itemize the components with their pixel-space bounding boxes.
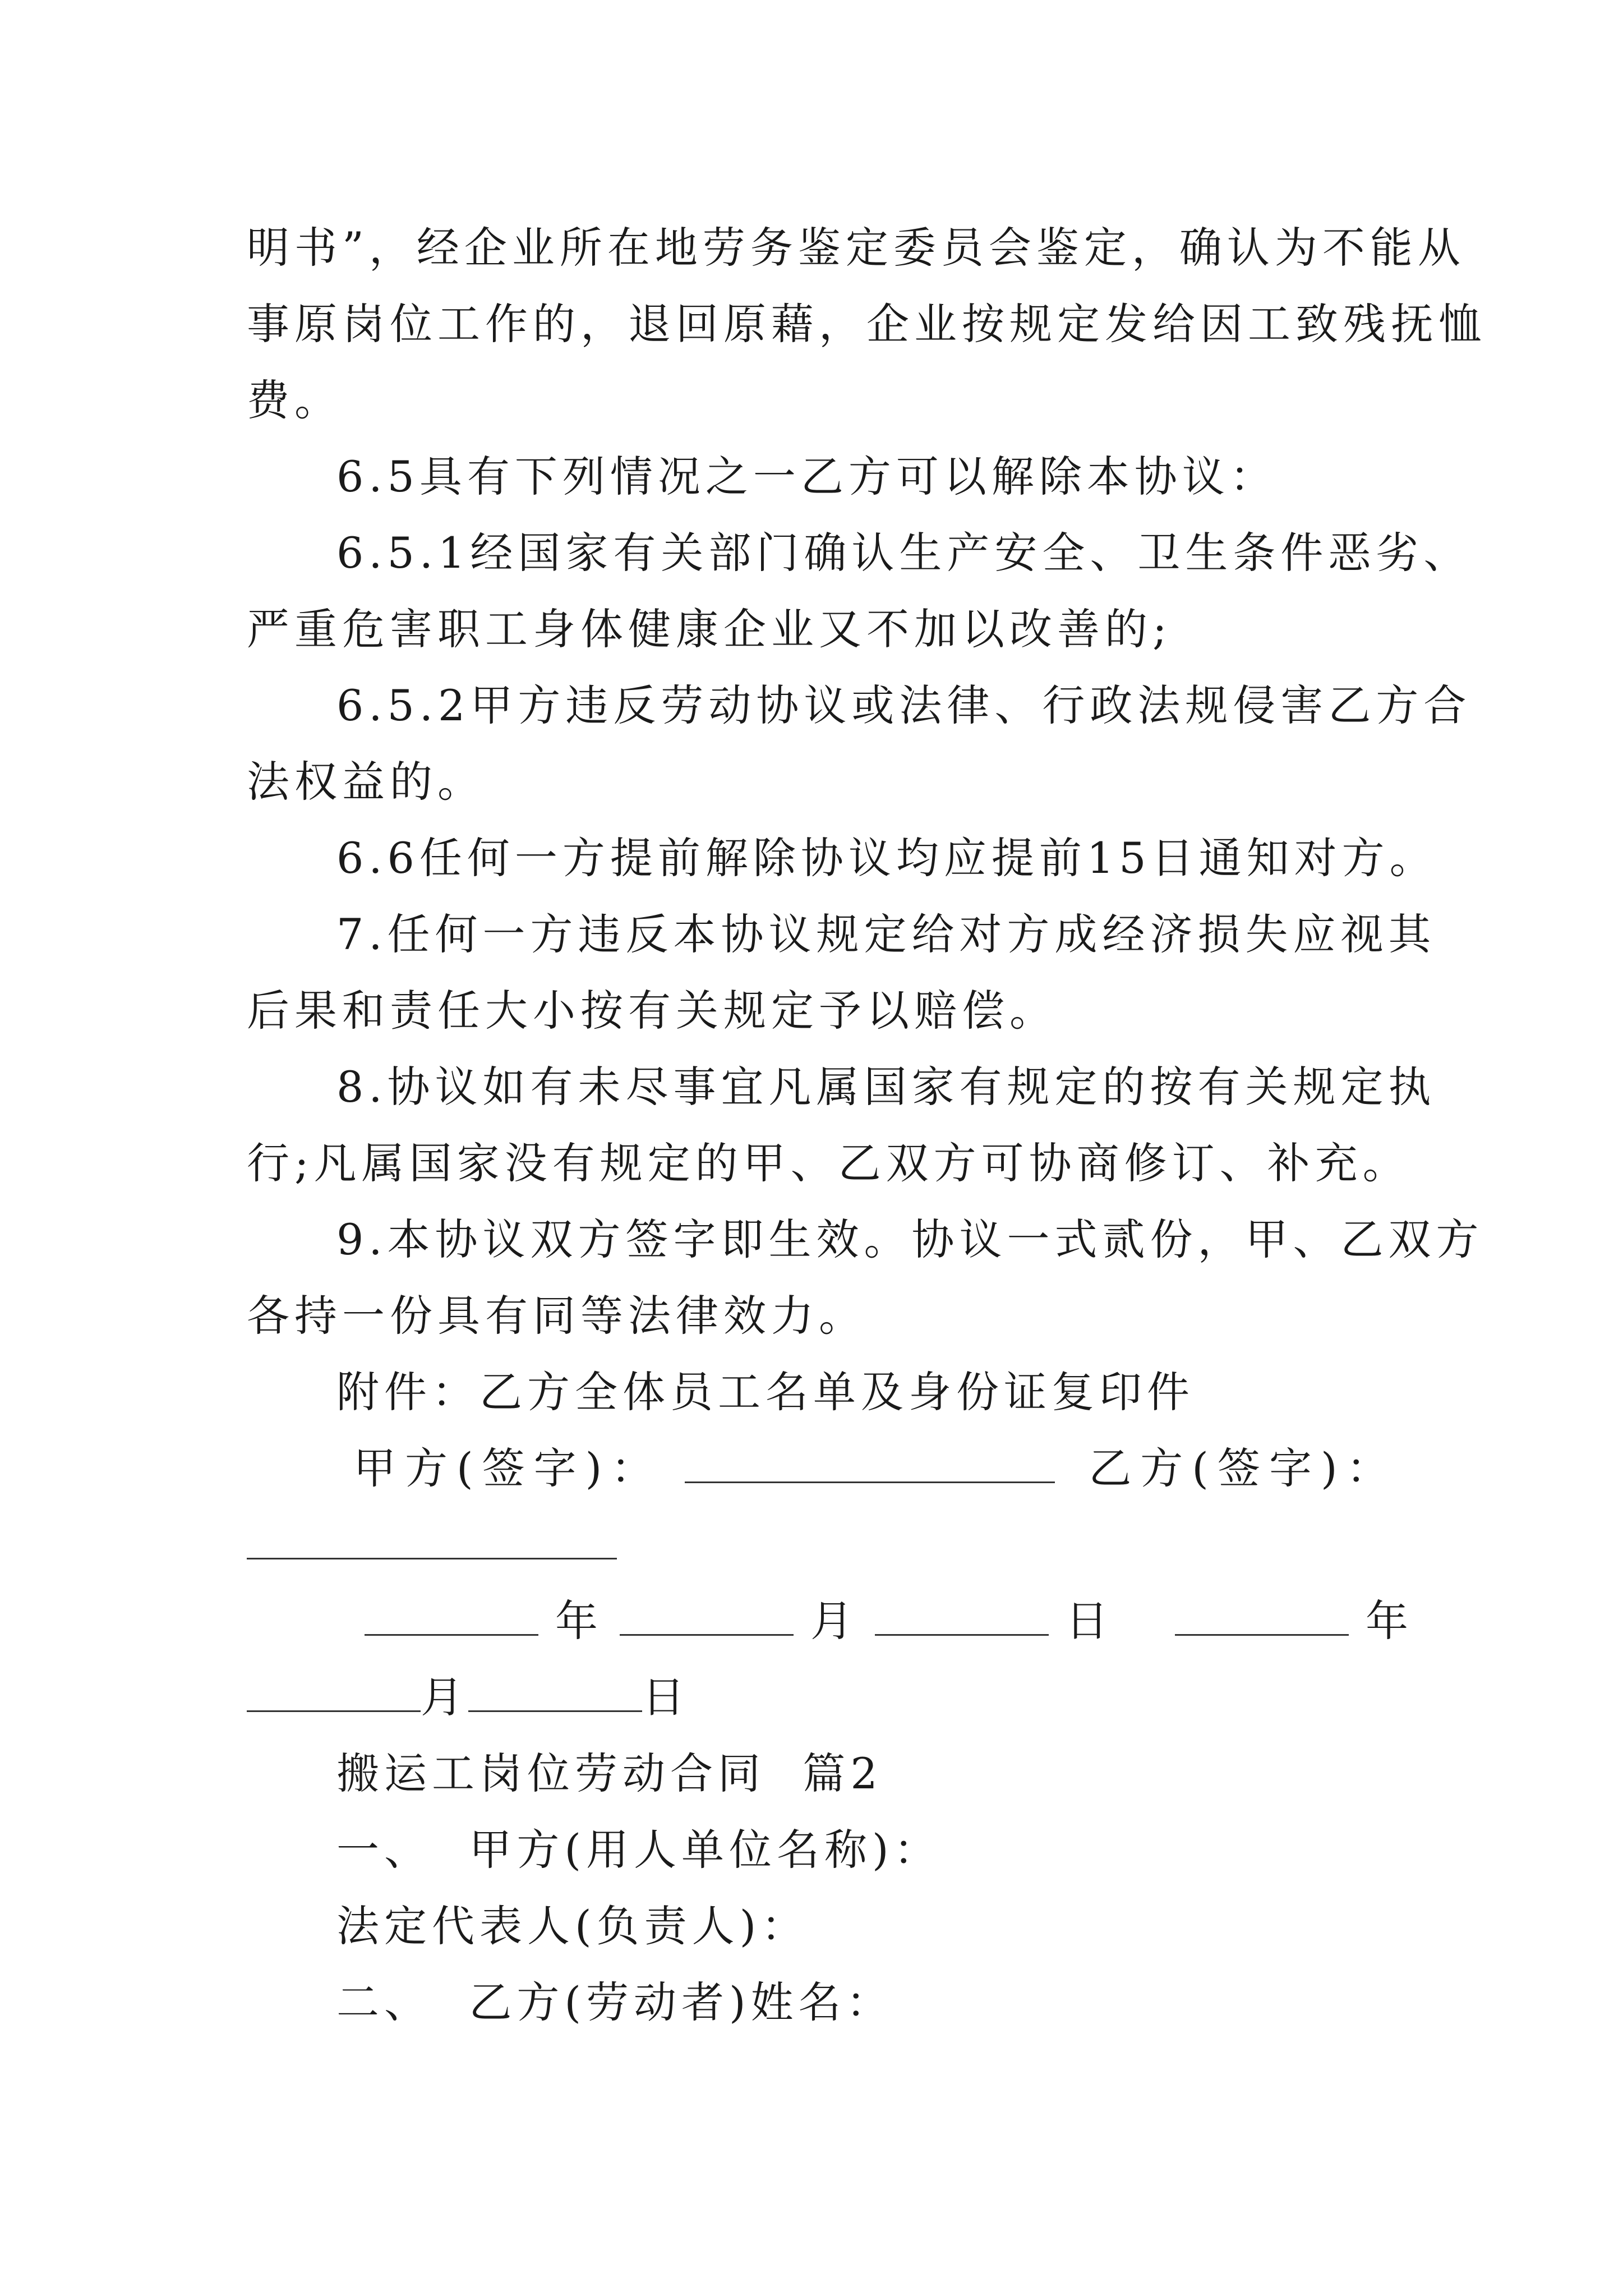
day-label: 日 — [1066, 1596, 1113, 1646]
paragraph-line: 明书”，经企业所在地劳务鉴定委员会鉴定，确认为不能从 — [247, 223, 1465, 273]
year-label: 年 — [555, 1596, 603, 1646]
item-party-b: 二、 乙方(劳动者)姓名： — [336, 1977, 894, 2027]
clause-7-line: 7.任何一方违反本协议规定给对方成经济损失应视其 — [336, 909, 1436, 959]
clause-6-5-2-line: 6.5.2甲方违反劳动协议或法律、行政法规侵害乙方合 — [336, 680, 1472, 730]
party-b-day-field[interactable] — [468, 1672, 642, 1712]
item-legal-representative: 法定代表人(负责人)： — [336, 1901, 809, 1951]
clause-8-line: 8.协议如有未尽事宜凡属国家有规定的按有关规定执 — [336, 1062, 1436, 1112]
month-label: 月 — [810, 1596, 858, 1646]
clause-6-5: 6.5具有下列情况之一乙方可以解除本协议： — [336, 452, 1278, 501]
party-a-year-field[interactable] — [365, 1596, 538, 1636]
date-row — [365, 1585, 1413, 1658]
clause-9-line: 9.本协议双方签字即生效。协议一式贰份，甲、乙双方 — [336, 1214, 1484, 1264]
party-b-month-field[interactable] — [247, 1672, 421, 1712]
clause-8-line: 行;凡属国家没有规定的甲、乙双方可协商修订、补充。 — [247, 1138, 1410, 1188]
item-party-a: 一、 甲方(用人单位名称)： — [336, 1825, 942, 1875]
party-b-signature-field[interactable] — [247, 1520, 617, 1559]
day-label: 日 — [642, 1672, 690, 1722]
party-b-year-field[interactable] — [1175, 1596, 1349, 1636]
party-a-signature-field[interactable] — [685, 1443, 1055, 1483]
party-a-signature-label: 甲方(签字)： — [353, 1443, 663, 1493]
clause-6-5-2-line: 法权益的。 — [247, 757, 485, 807]
clause-9-line: 各持一份具有同等法律效力。 — [247, 1291, 866, 1341]
party-a-month-field[interactable] — [620, 1596, 794, 1636]
clause-6-5-1-line: 严重危害职工身体健康企业又不加以改善的; — [247, 604, 1172, 654]
section-heading: 搬运工岗位劳动合同 篇2 — [336, 1749, 883, 1798]
party-a-day-field[interactable] — [875, 1596, 1049, 1636]
month-label: 月 — [421, 1672, 468, 1722]
paragraph-line: 事原岗位工作的，退回原藉，企业按规定发给因工致残抚恤 — [247, 299, 1486, 349]
attachment-note: 附件：乙方全体员工名单及身份证复印件 — [336, 1367, 1195, 1417]
date-row-continued — [247, 1661, 1391, 1734]
party-b-signature-label: 乙方(签字)： — [1089, 1443, 1398, 1493]
clause-6-6: 6.6任何一方提前解除协议均应提前15日通知对方。 — [336, 833, 1437, 883]
party-b-signature-row — [247, 1508, 1391, 1581]
clause-7-line: 后果和责任大小按有关规定予以赔偿。 — [247, 986, 1057, 1036]
year-label: 年 — [1366, 1596, 1413, 1646]
signature-row — [353, 1432, 1398, 1505]
clause-6-5-1-line: 6.5.1经国家有关部门确认生产安全、卫生条件恶劣、 — [336, 528, 1472, 578]
paragraph-line: 费。 — [247, 375, 342, 425]
